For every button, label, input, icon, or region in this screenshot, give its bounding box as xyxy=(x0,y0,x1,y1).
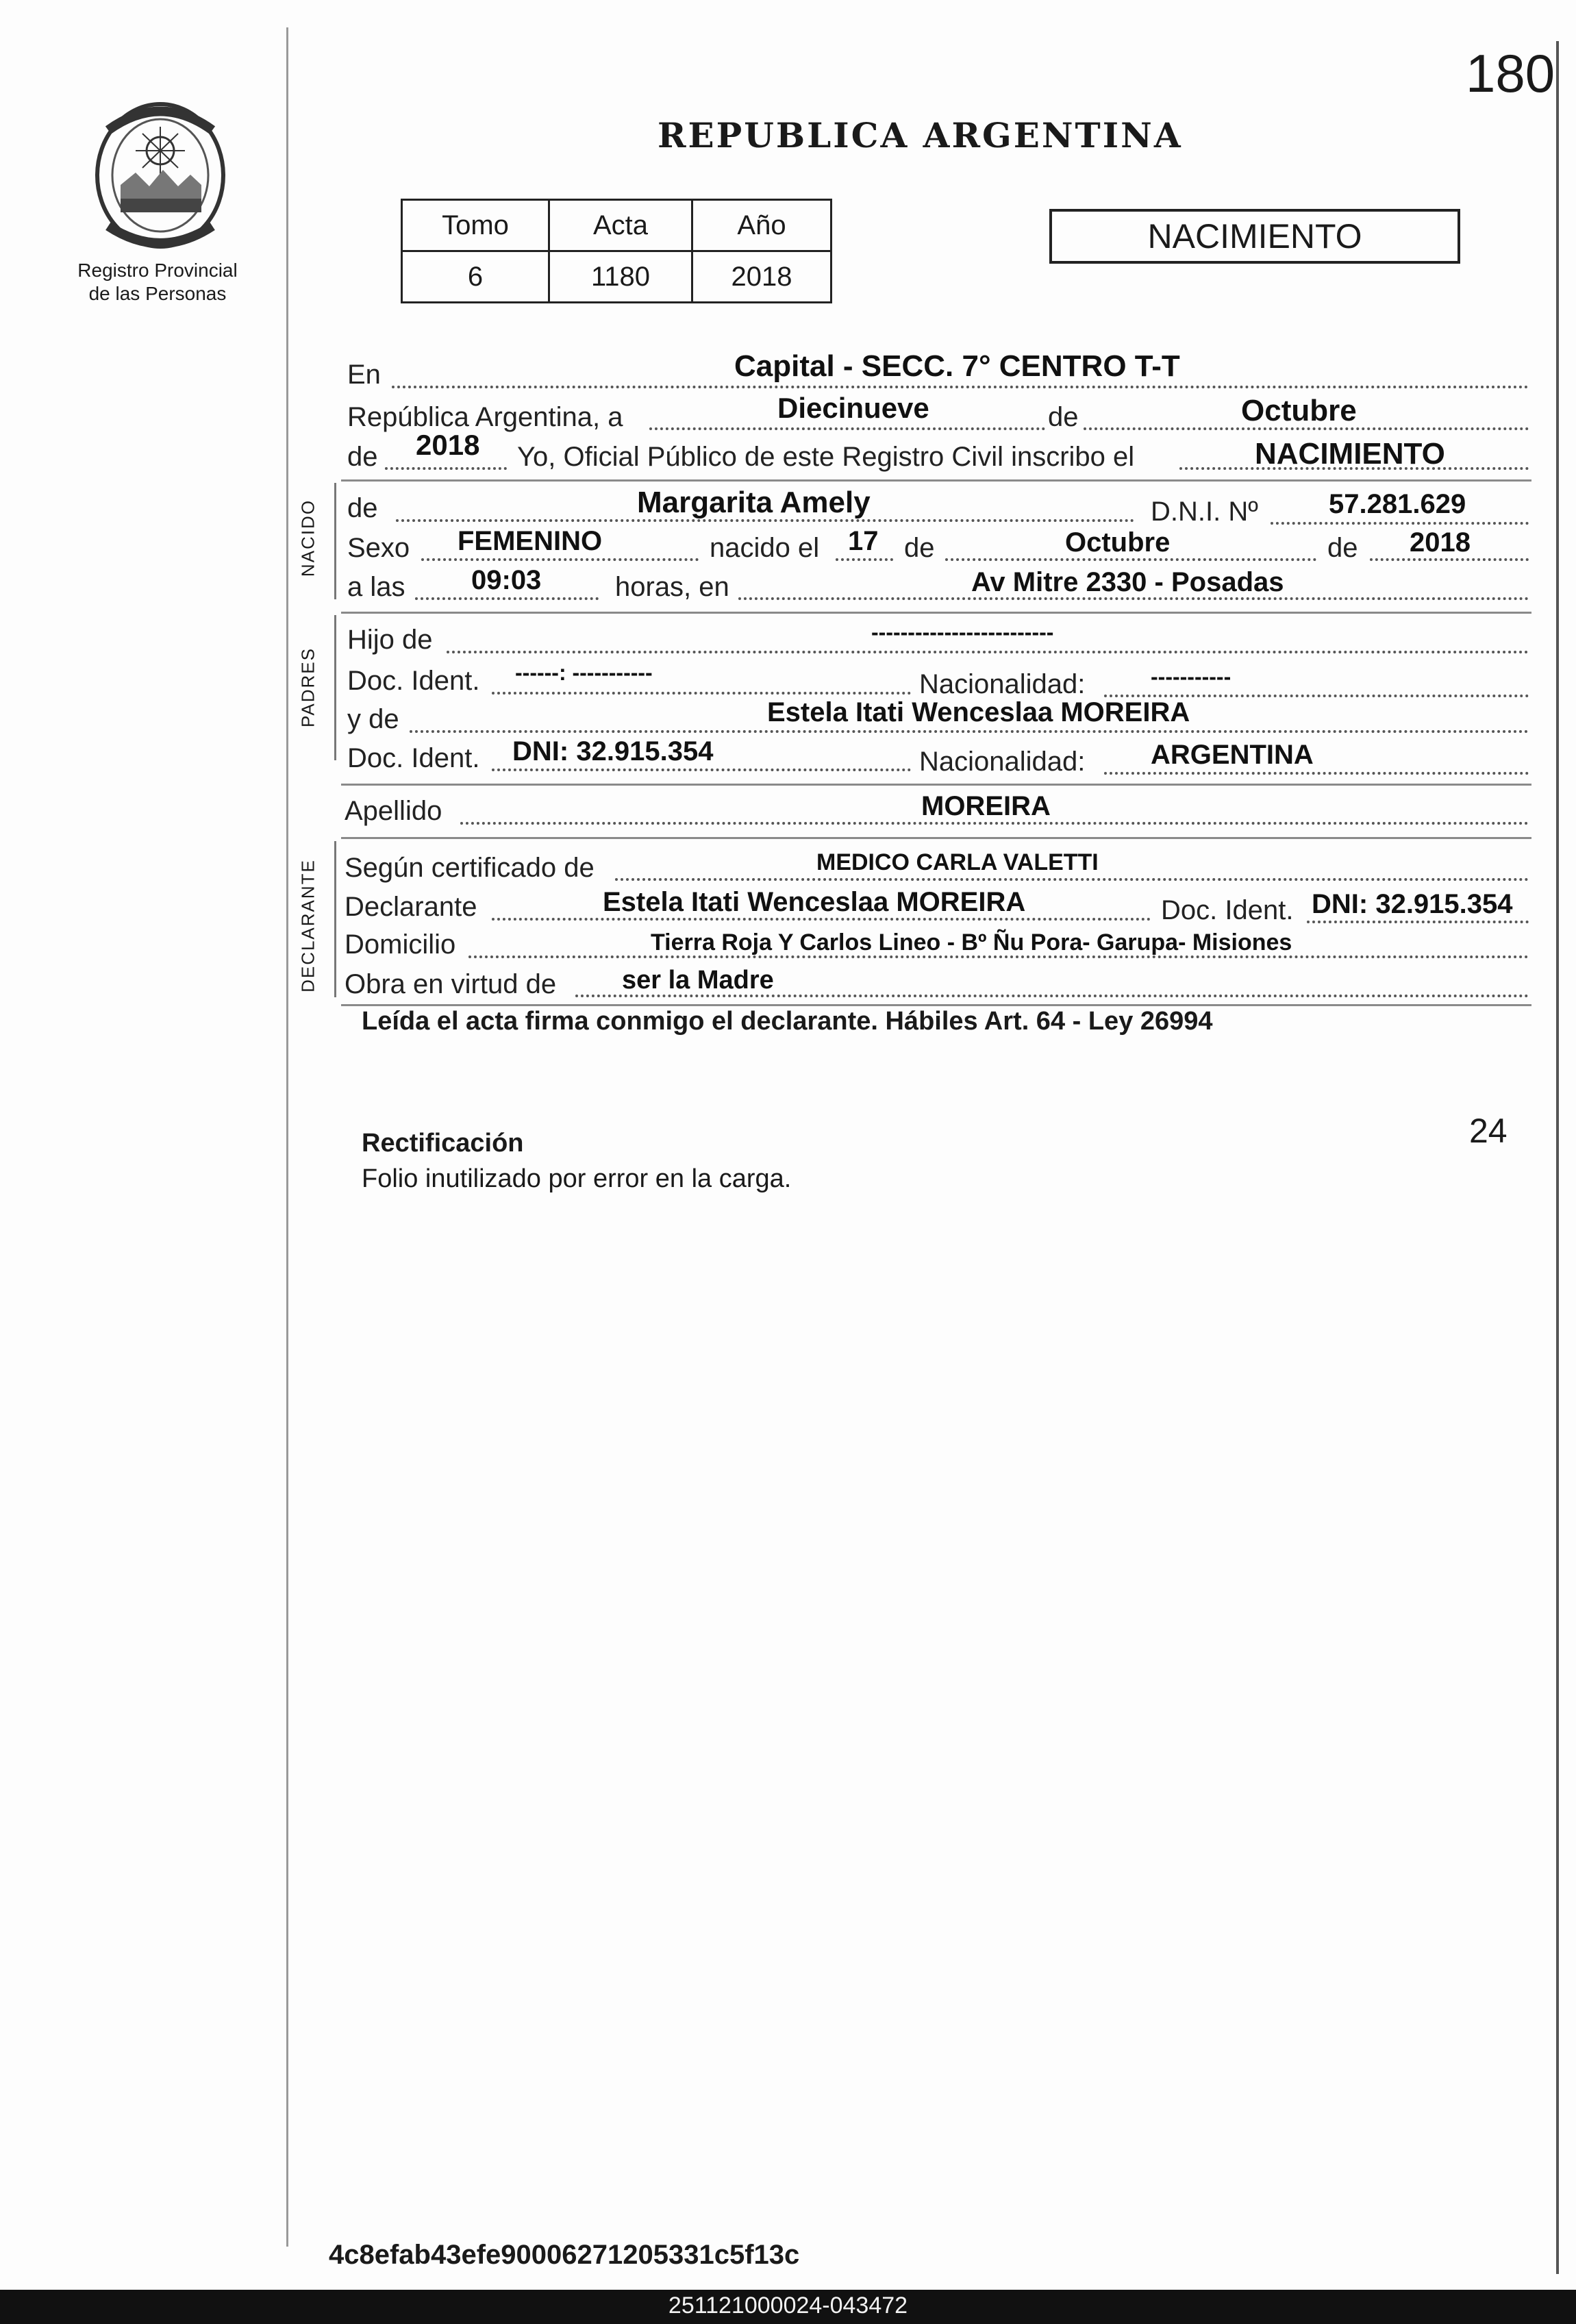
birth-place-value: Av Mitre 2330 - Posadas xyxy=(971,567,1284,597)
rectificacion-title: Rectificación xyxy=(362,1129,524,1158)
dni-label: D.N.I. Nº xyxy=(1151,497,1258,527)
hash-code: 4c8efab43efe90006271205331c5f13c xyxy=(329,2240,800,2270)
org-line-1: Registro Provincial xyxy=(77,260,238,281)
dotted-line xyxy=(615,878,1529,881)
child-name-value: Margarita Amely xyxy=(637,486,871,519)
dotted-line xyxy=(1307,921,1529,923)
value-anio: 2018 xyxy=(692,251,831,303)
doc-ident-label-2: Doc. Ident. xyxy=(347,743,480,773)
nacionalidad-label: Nacionalidad: xyxy=(919,669,1086,699)
yde-label: y de xyxy=(347,704,399,734)
record-table xyxy=(401,199,832,303)
month-value: Octubre xyxy=(1241,394,1357,427)
de-label: de xyxy=(1048,402,1079,432)
section-separator xyxy=(341,837,1531,839)
republica-label: República Argentina, a xyxy=(347,402,623,432)
sexo-label: Sexo xyxy=(347,533,410,563)
certificado-label: Según certificado de xyxy=(345,853,595,883)
nacido-de2-label: de xyxy=(904,533,935,563)
section-separator xyxy=(341,1004,1531,1006)
certificado-value: MEDICO CARLA VALETTI xyxy=(816,849,1099,875)
en-label: En xyxy=(347,360,381,390)
inscribo-value: NACIMIENTO xyxy=(1255,437,1445,471)
section-separator xyxy=(341,479,1531,482)
year-value: 2018 xyxy=(416,429,480,461)
declarante-value: Estela Itati Wenceslaa MOREIRA xyxy=(603,887,1026,917)
hijo-label: Hijo de xyxy=(347,625,433,655)
obra-label: Obra en virtud de xyxy=(345,969,557,999)
dotted-line xyxy=(421,558,699,561)
horas-label: horas, en xyxy=(615,572,729,602)
apellido-value: MOREIRA xyxy=(921,791,1051,821)
record-type-box: NACIMIENTO xyxy=(1049,209,1460,264)
rectificacion-text: Folio inutilizado por error en la carga. xyxy=(362,1164,792,1193)
alas-label: a las xyxy=(347,572,405,602)
record-table-value-row xyxy=(402,251,831,303)
header-anio: Año xyxy=(692,200,831,251)
domicilio-value: Tierra Roja Y Carlos Lineo - Bº Ñu Pora- Garupa- Misiones xyxy=(651,929,1292,955)
dotted-line xyxy=(492,918,1151,921)
country-title: REPUBLICA ARGENTINA xyxy=(658,115,1183,155)
provincial-seal-icon xyxy=(88,96,233,255)
declarante-doc-value: DNI: 32.915.354 xyxy=(1312,889,1513,919)
org-name xyxy=(41,259,274,305)
dotted-line xyxy=(492,692,911,695)
dotted-line xyxy=(385,467,507,470)
nacido-el-label: nacido el xyxy=(710,533,820,563)
record-table-header-row xyxy=(402,200,831,251)
declarante-doc-label: Doc. Ident. xyxy=(1161,895,1294,925)
obra-value: ser la Madre xyxy=(622,966,774,995)
dotted-line xyxy=(945,558,1316,561)
dotted-line xyxy=(447,651,1529,653)
section-bar xyxy=(334,483,336,599)
declarante-label: Declarante xyxy=(345,892,477,922)
day-word-value: Diecinueve xyxy=(777,392,929,424)
value-acta: 1180 xyxy=(549,251,692,303)
mother-nationality-value: ARGENTINA xyxy=(1151,740,1314,770)
rectificacion-number: 24 xyxy=(1469,1112,1508,1150)
apellido-label: Apellido xyxy=(345,796,442,826)
dotted-line xyxy=(1104,772,1529,775)
right-border-line xyxy=(1556,41,1559,2274)
de2-label: de xyxy=(347,442,378,472)
dotted-line xyxy=(410,730,1529,733)
declarante-section-label: DECLARANTE xyxy=(297,859,318,992)
bottom-code: 251121000024-043472 xyxy=(668,2292,908,2319)
en-value: Capital - SECC. 7° CENTRO T-T xyxy=(734,349,1180,383)
child-dni-value: 57.281.629 xyxy=(1329,489,1466,519)
padres-section-label: PADRES xyxy=(297,647,318,727)
dotted-line xyxy=(415,597,599,600)
closing-statement: Leída el acta firma conmigo el declarante. Hábiles Art. 64 - Ley 26994 xyxy=(362,1007,1213,1036)
section-bar xyxy=(334,841,336,997)
dotted-line xyxy=(392,386,1529,388)
dotted-line xyxy=(1370,558,1529,561)
header-acta: Acta xyxy=(549,200,692,251)
mother-name-value: Estela Itati Wenceslaa MOREIRA xyxy=(767,697,1190,727)
section-separator xyxy=(341,784,1531,786)
sexo-value: FEMENINO xyxy=(458,526,603,556)
value-tomo: 6 xyxy=(402,251,549,303)
section-bar xyxy=(334,615,336,760)
dotted-line xyxy=(1271,522,1529,525)
doc-ident-label: Doc. Ident. xyxy=(347,666,480,696)
dotted-line xyxy=(460,822,1529,825)
father-nationality-value: ----------- xyxy=(1151,664,1231,689)
birth-time-value: 09:03 xyxy=(471,565,542,595)
dotted-line xyxy=(649,427,1045,430)
page-number: 180 xyxy=(1466,43,1555,103)
domicilio-label: Domicilio xyxy=(345,929,456,960)
mother-doc-value: DNI: 32.915.354 xyxy=(512,736,714,766)
dotted-line xyxy=(492,769,911,771)
father-doc-value: ------: ----------- xyxy=(515,660,653,685)
nacido-section-label: NACIDO xyxy=(297,499,318,577)
nacido-de-label: de xyxy=(347,493,378,523)
header-tomo: Tomo xyxy=(402,200,549,251)
left-margin-line xyxy=(286,27,288,2247)
birth-day-value: 17 xyxy=(848,526,879,556)
birth-month-value: Octubre xyxy=(1065,527,1171,558)
org-line-2: de las Personas xyxy=(88,283,227,304)
father-value: ------------------------- xyxy=(871,620,1054,645)
birth-year-value: 2018 xyxy=(1410,527,1471,558)
dotted-line xyxy=(836,558,893,561)
nacionalidad-label-2: Nacionalidad: xyxy=(919,747,1086,777)
section-separator xyxy=(341,612,1531,614)
nacido-de3-label: de xyxy=(1327,533,1358,563)
inscribo-label: Yo, Oficial Público de este Registro Civil inscribo el xyxy=(517,442,1135,472)
